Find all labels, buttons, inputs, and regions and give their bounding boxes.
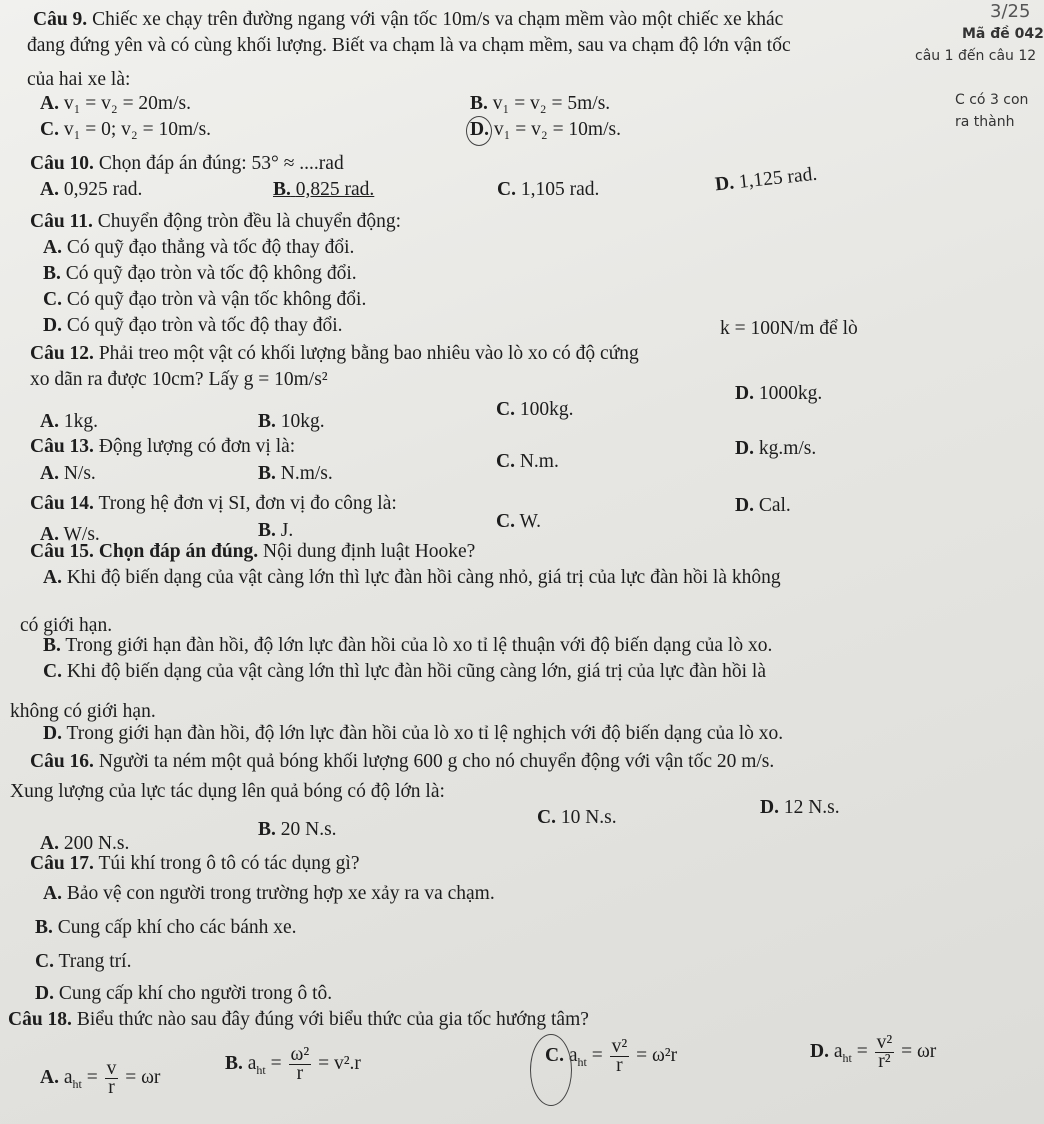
question-label: Câu 9.: [33, 9, 88, 30]
q17-option-c: C. Trang trí.: [35, 951, 132, 972]
q12-line1-end: k = 100N/m để lò: [720, 318, 858, 339]
q13-option-c: C. N.m.: [496, 451, 559, 472]
q18-option-c: C. $a_{ht}$ = $\frac{\text{v²}}{r}$ = ω²r: [545, 1036, 678, 1076]
q9-line1: [33, 8, 783, 32]
q17-option-a: A. Bảo vệ con người trong trường hợp xe xảy ra va chạm.: [43, 883, 495, 904]
q17-stem: Câu 17. Túi khí trong ô tô có tác dụng gì?: [30, 853, 360, 874]
q12-option-b: B. 10kg.: [258, 411, 325, 432]
q9-line2: đang đứng yên và có cùng khối lượng. Biết va chạm là va chạm mềm, sau va chạm độ lớn vận tốc: [27, 35, 791, 56]
margin-code: Mã đề 042: [962, 26, 1044, 42]
q12-line1: Câu 12. Phải treo một vật có khối lượng bằng bao nhiêu vào lò xo có độ cứng: [30, 343, 639, 364]
q18-option-a: A. $a_{ht}$ = $\frac{v}{r}$ = ωr: [40, 1058, 161, 1098]
q15-option-c-cont: không có giới hạn.: [10, 701, 156, 722]
q10-option-d: D. 1,125 rad.: [714, 163, 819, 196]
q13-option-a: A. N/s.: [40, 463, 96, 484]
answer-circle: [530, 1034, 572, 1106]
q10-option-a: A. 0,925 rad.: [40, 179, 143, 200]
q11-option-b: B. Có quỹ đạo tròn và tốc độ không đổi.: [43, 263, 357, 284]
q15-option-b: B. Trong giới hạn đàn hồi, độ lớn lực đàn hồi của lò xo tỉ lệ thuận với độ biến dạng của lò xo.: [43, 635, 773, 656]
q12-option-d: D. 1000kg.: [735, 383, 823, 404]
q9-option-b: B. v₁ = v₂ = 5m/s.: [470, 93, 611, 114]
q16-line1: Câu 16. Người ta ném một quả bóng khối lượng 600 g cho nó chuyển động với vận tốc 20 m/s.: [30, 751, 775, 772]
margin-scribble: 3/25: [990, 1, 1031, 22]
q17-option-d: D. Cung cấp khí cho người trong ô tô.: [35, 983, 333, 1004]
q10-option-c: C. 1,105 rad.: [497, 179, 600, 200]
q11-option-d: D. Có quỹ đạo tròn và tốc độ thay đổi.: [43, 315, 343, 336]
q9-option-d: D. v₁ = v₂ = 10m/s.: [470, 119, 621, 140]
q9-option-c: C. v₁ = 0; v₂ = 10m/s.: [40, 119, 212, 140]
q17-option-b: B. Cung cấp khí cho các bánh xe.: [35, 917, 297, 938]
q15-option-a-cont: có giới hạn.: [20, 615, 113, 636]
q11-option-a: A. Có quỹ đạo thẳng và tốc độ thay đổi.: [43, 237, 355, 258]
q14-option-a: A. W/s.: [40, 524, 100, 545]
q14-option-b: B. J.: [258, 520, 294, 541]
q16-option-a: A. 200 N.s.: [40, 833, 130, 854]
margin-note-1: C có 3 con: [955, 92, 1029, 108]
q14-stem: Câu 14. Trong hệ đơn vị SI, đơn vị đo công là:: [30, 493, 397, 514]
q13-stem: Câu 13. Động lượng có đơn vị là:: [30, 436, 296, 457]
q10-stem: Câu 10. Chọn đáp án đúng: 53° ≈ ....rad: [30, 153, 344, 174]
q15-option-d: D. Trong giới hạn đàn hồi, độ lớn lực đàn hồi của lò xo tỉ lệ nghịch với độ biến dạng của lò xo.: [43, 723, 784, 744]
margin-note-2: ra thành: [955, 114, 1015, 130]
q18-option-b: B. $a_{ht}$ = $\frac{\text{ω²}}{r}$ = v².r: [225, 1044, 361, 1084]
q16-option-c: C. 10 N.s.: [537, 807, 617, 828]
q15-stem: Câu 15. Chọn đáp án đúng. Nội dung định luật Hooke?: [30, 541, 476, 562]
answer-circle: [466, 116, 492, 146]
q13-option-d: D. kg.m/s.: [735, 438, 817, 459]
q12-option-a: A. 1kg.: [40, 411, 98, 432]
q14-option-d: D. Cal.: [735, 495, 791, 516]
q14-option-c: C. W.: [496, 511, 541, 532]
q12-option-c: C. 100kg.: [496, 399, 574, 420]
margin-range: câu 1 đến câu 12: [915, 48, 1037, 64]
q16-line2: Xung lượng của lực tác dụng lên quả bóng có độ lớn là:: [10, 781, 445, 802]
q18-option-d: D. $a_{ht}$ = $\frac{\text{v²}}{\text{r²}}$ = ωr: [810, 1032, 937, 1072]
q9-option-a: A. v₁ = v₂ = 20m/s.: [40, 93, 191, 114]
question-text: Chiếc xe chạy trên đường ngang với vận tốc 10m/s va chạm mềm vào một chiếc xe khác: [92, 9, 784, 30]
q16-option-d: D. 12 N.s.: [760, 797, 840, 818]
q16-option-b: B. 20 N.s.: [258, 819, 337, 840]
q11-option-c: C. Có quỹ đạo tròn và vận tốc không đổi.: [43, 289, 367, 310]
q10-option-b: B. 0,825 rad.: [273, 179, 375, 200]
q9-line3: của hai xe là:: [27, 69, 131, 90]
q15-option-c: C. Khi độ biến dạng của vật càng lớn thì lực đàn hồi cũng càng lớn, giá trị của lực đàn hồi là: [43, 661, 766, 682]
q15-option-a: A. Khi độ biến dạng của vật càng lớn thì lực đàn hồi càng nhỏ, giá trị của lực đàn hồi là không: [43, 567, 781, 588]
q13-option-b: B. N.m/s.: [258, 463, 333, 484]
q12-line2: xo dãn ra được 10cm? Lấy g = 10m/s²: [30, 369, 328, 390]
q18-stem: Câu 18. Biểu thức nào sau đây đúng với biểu thức của gia tốc hướng tâm?: [8, 1009, 589, 1030]
q11-stem: Câu 11. Chuyển động tròn đều là chuyển động:: [30, 211, 402, 232]
